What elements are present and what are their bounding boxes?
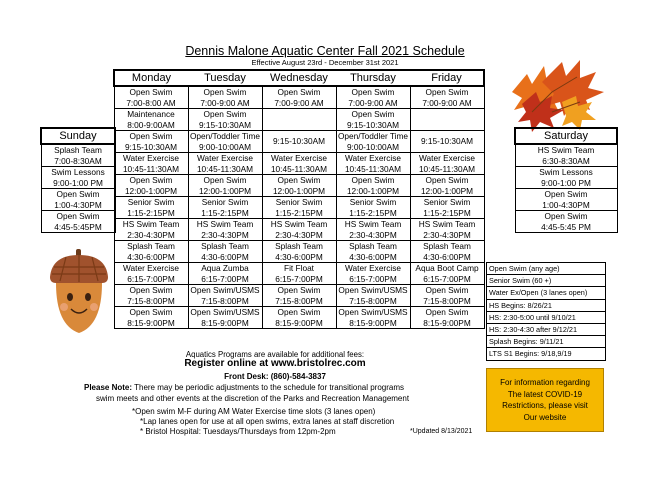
schedule-cell xyxy=(262,197,336,219)
activity-label: Open Swim/USMS xyxy=(190,307,260,317)
schedule-cell xyxy=(188,153,262,175)
time-label: 9:00-10:00AM xyxy=(346,141,400,152)
please-note-text: There may be periodic adjustments to the schedule for transitional programs xyxy=(132,383,405,392)
time-label: 2:30-4:30PM xyxy=(201,229,249,240)
time-label: 12:00-1:00PM xyxy=(124,185,178,196)
covid-info-box xyxy=(486,368,604,432)
schedule-row xyxy=(114,131,484,153)
please-note-label: Please Note: xyxy=(84,383,133,392)
activity-label: Water Exercise xyxy=(123,153,179,163)
activity-label: Fit Float xyxy=(284,263,314,273)
time-label: 2:30-4:30PM xyxy=(275,229,323,240)
sunday-row xyxy=(41,167,115,189)
bullet-note-1: *Open swim M-F during AM Water Exercise time slots (3 lanes open) xyxy=(132,407,376,416)
activity-label: Open Swim xyxy=(277,87,321,97)
schedule-cell xyxy=(114,219,188,241)
sunday-cell xyxy=(41,189,115,211)
activity-label: Open Swim xyxy=(129,87,173,97)
saturday-row xyxy=(515,144,617,167)
note-line-2: swim meets and other events at the discretion of the Parks and Recreation Management xyxy=(96,394,410,403)
saturday-cell xyxy=(515,144,617,167)
time-label: 12:00-1:00PM xyxy=(346,185,400,196)
activity-label: 9:15-10:30AM xyxy=(272,136,326,147)
saturday-schedule-table xyxy=(514,127,618,233)
schedule-cell xyxy=(262,86,336,109)
activity-label: Swim Lessons xyxy=(51,167,105,177)
saturday-cell xyxy=(515,211,617,233)
schedule-cell xyxy=(336,285,410,307)
activity-label: Open Swim xyxy=(129,175,173,185)
schedule-row xyxy=(114,241,484,263)
schedule-cell xyxy=(336,131,410,153)
activity-label: Open Swim xyxy=(425,307,469,317)
sunday-row xyxy=(41,144,115,167)
schedule-row xyxy=(114,86,484,109)
header-sunday: Sunday xyxy=(41,128,115,144)
time-label: 1:00-4:30PM xyxy=(542,199,590,210)
schedule-cell xyxy=(188,219,262,241)
schedule-cell xyxy=(410,219,484,241)
time-label: 7:15-8:00PM xyxy=(127,295,175,306)
time-label: 7:00-9:00 AM xyxy=(274,97,324,108)
time-label: 10:45-11:30AM xyxy=(270,163,328,174)
header-monday: Monday xyxy=(114,70,188,86)
activity-label: Splash Team xyxy=(275,241,323,251)
activity-label: Open/Toddler Time xyxy=(189,131,261,141)
schedule-cell xyxy=(336,175,410,197)
info-line: Open Swim (any age) xyxy=(487,263,605,275)
activity-label: Open Swim xyxy=(277,175,321,185)
schedule-cell xyxy=(114,175,188,197)
saturday-row xyxy=(515,189,617,211)
activity-label: Open Swim/USMS xyxy=(338,285,408,295)
time-label: 7:00-9:00 AM xyxy=(422,97,472,108)
register-link[interactable]: Register online at www.bristolrec.com xyxy=(184,358,366,369)
time-label: 4:45-5:45 PM xyxy=(541,221,591,232)
bullet-note-3: * Bristol Hospital: Tuesdays/Thursdays from 12pm-2pm xyxy=(140,427,336,436)
sunday-cell xyxy=(41,211,115,233)
activity-label: HS Swim Team xyxy=(418,219,476,229)
schedule-cell xyxy=(410,285,484,307)
header-wednesday: Wednesday xyxy=(262,70,336,86)
schedule-row xyxy=(114,109,484,131)
schedule-cell xyxy=(410,263,484,285)
time-label: 9:00-1:00 PM xyxy=(541,177,591,188)
activity-label: Open Swim xyxy=(203,175,247,185)
schedule-cell xyxy=(262,263,336,285)
activity-label: Open Swim xyxy=(203,87,247,97)
schedule-cell xyxy=(410,307,484,329)
activity-label: Water Exercise xyxy=(419,153,475,163)
schedule-cell xyxy=(114,263,188,285)
schedule-cell xyxy=(114,241,188,263)
covid-line: Restrictions, please visit xyxy=(502,401,588,410)
schedule-cell xyxy=(410,109,484,131)
time-label: 7:15-8:00PM xyxy=(349,295,397,306)
schedule-cell xyxy=(188,263,262,285)
header-thursday: Thursday xyxy=(336,70,410,86)
activity-label: Open Swim xyxy=(129,131,173,141)
activity-label: Splash Team xyxy=(127,241,175,251)
activity-label: Open Swim xyxy=(56,211,100,221)
activity-label: Senior Swim xyxy=(423,197,471,207)
activity-label: Open Swim xyxy=(425,285,469,295)
time-label: 10:45-11:30AM xyxy=(196,163,254,174)
activity-label: Open Swim/USMS xyxy=(338,307,408,317)
weekday-schedule-table xyxy=(113,69,485,329)
schedule-cell xyxy=(114,285,188,307)
activity-label: Open Swim xyxy=(544,211,588,221)
program-info-box xyxy=(486,262,606,361)
activity-label: Open Swim xyxy=(277,285,321,295)
schedule-cell xyxy=(188,131,262,153)
time-label: 8:15-9:00PM xyxy=(127,317,175,328)
time-label: 6:15-7:00PM xyxy=(201,273,249,284)
page-title: Dennis Malone Aquatic Center Fall 2021 Schedule xyxy=(185,44,465,58)
time-label: 7:15-8:00PM xyxy=(423,295,471,306)
activity-label: HS Swim Team xyxy=(537,145,595,155)
schedule-row xyxy=(114,219,484,241)
sunday-row xyxy=(41,211,115,233)
activity-label: Splash Team xyxy=(201,241,249,251)
info-line: LTS S1 Begins: 9/18,9/19 xyxy=(489,349,572,359)
activity-label: Swim Lessons xyxy=(539,167,593,177)
sunday-cell xyxy=(41,167,115,189)
time-label: 4:30-6:00PM xyxy=(201,251,249,262)
activity-label: Open Swim xyxy=(425,175,469,185)
saturday-row xyxy=(515,211,617,233)
time-label: 1:15-2:15PM xyxy=(423,207,471,218)
time-label: 4:45-5:45PM xyxy=(54,221,102,232)
activity-label: Water Exercise xyxy=(197,153,253,163)
schedule-cell xyxy=(336,263,410,285)
time-label: 7:00-8:30AM xyxy=(54,155,102,166)
time-label: 8:15-9:00PM xyxy=(349,317,397,328)
schedule-cell xyxy=(410,175,484,197)
activity-label: Open Swim/USMS xyxy=(190,285,260,295)
schedule-cell xyxy=(262,153,336,175)
time-label: 6:30-8:30AM xyxy=(542,155,590,166)
activity-label: Open Swim xyxy=(56,189,100,199)
activity-label: Open Swim xyxy=(129,307,173,317)
schedule-cell xyxy=(114,197,188,219)
activity-label: Open Swim xyxy=(351,109,395,119)
schedule-row xyxy=(114,285,484,307)
saturday-row xyxy=(515,167,617,189)
activity-label: Open Swim xyxy=(425,87,469,97)
time-label: 12:00-1:00PM xyxy=(420,185,474,196)
schedule-cell xyxy=(114,86,188,109)
schedule-cell xyxy=(188,307,262,329)
covid-line: The latest COVID-19 xyxy=(507,389,583,399)
activity-label: Open Swim xyxy=(351,175,395,185)
schedule-cell xyxy=(188,109,262,131)
time-label: 7:15-8:00PM xyxy=(275,295,323,306)
time-label: 1:15-2:15PM xyxy=(349,207,397,218)
activity-label: Splash Team xyxy=(54,145,102,155)
activity-label: Water Exercise xyxy=(345,263,401,273)
schedule-cell xyxy=(336,86,410,109)
time-label: 1:00-4:30PM xyxy=(54,199,102,210)
sunday-schedule-table xyxy=(40,127,116,233)
time-label: 12:00-1:00PM xyxy=(272,185,326,196)
schedule-cell xyxy=(262,285,336,307)
schedule-cell xyxy=(336,197,410,219)
time-label: 7:00-8:00 AM xyxy=(126,97,176,108)
time-label: 1:15-2:15PM xyxy=(127,207,175,218)
info-line: HS Begins: 8/26/21 xyxy=(487,300,605,312)
schedule-cell xyxy=(262,175,336,197)
schedule-cell xyxy=(336,153,410,175)
schedule-cell xyxy=(336,219,410,241)
schedule-cell xyxy=(188,86,262,109)
time-label: 4:30-6:00PM xyxy=(423,251,471,262)
time-label: 10:45-11:30AM xyxy=(122,163,180,174)
activity-label: Open Swim xyxy=(351,87,395,97)
activity-label: HS Swim Team xyxy=(122,219,180,229)
schedule-row xyxy=(114,175,484,197)
schedule-row xyxy=(114,197,484,219)
info-line: HS: 2:30-5:00 until 9/10/21 xyxy=(487,312,605,324)
covid-line: For information regarding xyxy=(500,378,590,387)
schedule-cell xyxy=(188,175,262,197)
acorn-character-image xyxy=(46,247,112,337)
activity-label: Open Swim xyxy=(277,307,321,317)
time-label: 7:15-8:00PM xyxy=(201,295,249,306)
schedule-cell xyxy=(262,219,336,241)
time-label: 12:00-1:00PM xyxy=(198,185,252,196)
header-tuesday: Tuesday xyxy=(188,70,262,86)
time-label: 4:30-6:00PM xyxy=(275,251,323,262)
time-label: 9:15-10:30AM xyxy=(124,141,178,152)
time-label: 9:15-10:30AM xyxy=(346,119,400,130)
schedule-cell xyxy=(188,241,262,263)
schedule-row xyxy=(114,307,484,329)
activity-label: Aqua Zumba xyxy=(201,263,249,273)
saturday-cell xyxy=(515,189,617,211)
front-desk-phone: Front Desk: (860)-584-3837 xyxy=(224,372,326,381)
sunday-row xyxy=(41,189,115,211)
time-label: 4:30-6:00PM xyxy=(349,251,397,262)
schedule-cell xyxy=(262,241,336,263)
info-line: Senior Swim (60 +) xyxy=(487,275,605,287)
time-label: 8:00-9:00AM xyxy=(127,119,175,130)
time-label: 6:15-7:00PM xyxy=(349,273,397,284)
please-note-line xyxy=(84,383,484,392)
programs-note: Aquatics Programs are available for additional fees: xyxy=(185,350,365,359)
time-label: 1:15-2:15PM xyxy=(201,207,249,218)
schedule-cell xyxy=(262,131,336,153)
schedule-cell xyxy=(114,109,188,131)
time-label: 2:30-4:30PM xyxy=(423,229,471,240)
activity-label: HS Swim Team xyxy=(270,219,328,229)
activity-label: Senior Swim xyxy=(349,197,397,207)
schedule-cell xyxy=(114,307,188,329)
time-label: 4:30-6:00PM xyxy=(127,251,175,262)
schedule-cell xyxy=(410,197,484,219)
time-label: 9:15-10:30AM xyxy=(198,119,252,130)
activity-label: Open Swim xyxy=(203,109,247,119)
activity-label: Open Swim xyxy=(544,189,588,199)
time-label: 9:00-10:00AM xyxy=(198,141,252,152)
info-line: Water Ex/Open (3 lanes open) xyxy=(487,287,605,299)
time-label: 2:30-4:30PM xyxy=(127,229,175,240)
info-line: HS: 2:30-4:30 after 9/12/21 xyxy=(487,324,605,336)
time-label: 8:15-9:00PM xyxy=(423,317,471,328)
schedule-cell xyxy=(410,153,484,175)
schedule-row xyxy=(114,263,484,285)
schedule-cell xyxy=(114,153,188,175)
schedule-cell xyxy=(262,109,336,131)
time-label: 6:15-7:00PM xyxy=(127,273,175,284)
time-label: 2:30-4:30PM xyxy=(349,229,397,240)
covid-line: Our website xyxy=(523,412,567,422)
time-label: 8:15-9:00PM xyxy=(201,317,249,328)
activity-label: Water Exercise xyxy=(123,263,179,273)
info-line: Splash Begins: 9/11/21 xyxy=(487,336,605,348)
time-label: 6:15-7:00PM xyxy=(423,273,471,284)
page-subtitle: Effective August 23rd - December 31st 2021 xyxy=(251,58,399,67)
schedule-cell xyxy=(188,197,262,219)
time-label: 7:00-9:00 AM xyxy=(200,97,250,108)
saturday-cell xyxy=(515,167,617,189)
activity-label: Open/Toddler Time xyxy=(337,131,409,141)
time-label: 10:45-11:30AM xyxy=(418,163,476,174)
schedule-cell xyxy=(114,131,188,153)
schedule-cell xyxy=(336,241,410,263)
updated-date: *Updated 8/13/2021 xyxy=(410,428,473,435)
activity-label: Senior Swim xyxy=(201,197,249,207)
schedule-row xyxy=(114,153,484,175)
time-label: 10:45-11:30AM xyxy=(344,163,402,174)
activity-label: HS Swim Team xyxy=(344,219,402,229)
activity-label: HS Swim Team xyxy=(196,219,254,229)
time-label: 8:15-9:00PM xyxy=(275,317,323,328)
activity-label: Maintenance xyxy=(127,109,175,119)
activity-label: Splash Team xyxy=(349,241,397,251)
time-label: 1:15-2:15PM xyxy=(275,207,323,218)
activity-label: Aqua Boot Camp xyxy=(415,263,479,273)
bullet-note-2: *Lap lanes open for use at all open swims, extra lanes at staff discretion xyxy=(140,417,395,426)
sunday-cell xyxy=(41,144,115,167)
schedule-cell xyxy=(336,109,410,131)
activity-label: Splash Team xyxy=(423,241,471,251)
time-label: 6:15-7:00PM xyxy=(275,273,323,284)
activity-label: Water Exercise xyxy=(345,153,401,163)
schedule-cell xyxy=(410,241,484,263)
activity-label: Open Swim xyxy=(129,285,173,295)
header-friday: Friday xyxy=(410,70,484,86)
schedule-cell xyxy=(410,131,484,153)
activity-label: Senior Swim xyxy=(275,197,323,207)
header-saturday: Saturday xyxy=(515,128,617,144)
schedule-cell xyxy=(262,307,336,329)
activity-label: 9:15-10:30AM xyxy=(420,136,474,147)
schedule-cell xyxy=(410,86,484,109)
time-label: 7:00-9:00 AM xyxy=(348,97,398,108)
activity-label: Water Exercise xyxy=(271,153,327,163)
schedule-cell xyxy=(336,307,410,329)
activity-label: Senior Swim xyxy=(127,197,175,207)
schedule-cell xyxy=(188,285,262,307)
time-label: 9:00-1:00 PM xyxy=(53,177,103,188)
